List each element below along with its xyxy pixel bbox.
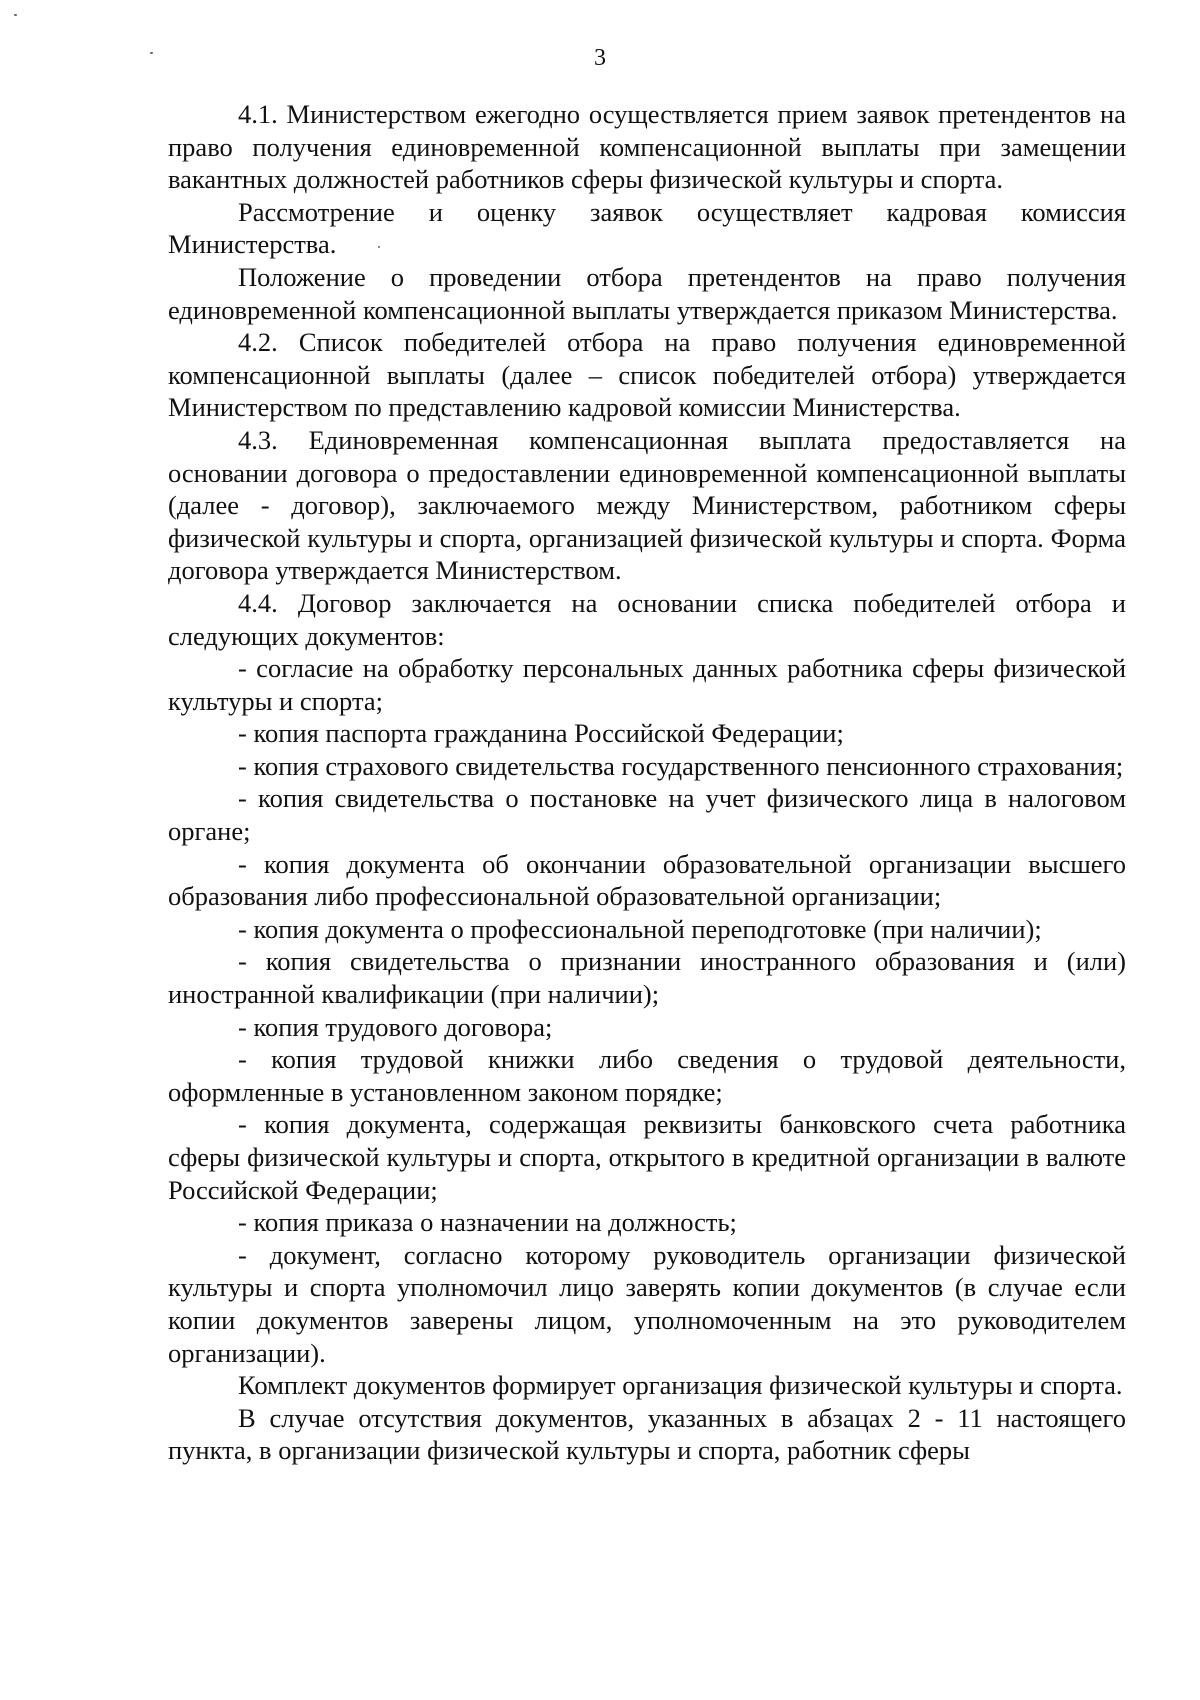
- paragraph-4-1: 4.1. Министерством ежегодно осуществляется прием заявок претендентов на право получения единовременной компенсационной выплаты при замещении вакантных должностей работников сферы физической культуры и спорта.: [168, 99, 1126, 195]
- list-item: - согласие на обработку персональных данных работника сферы физической культуры и спорта;: [168, 653, 1126, 716]
- paragraph-missing-documents: В случае отсутствия документов, указанных в абзацах 2 - 11 настоящего пункта, в организации физической культуры и спорта, работник сферы: [168, 1402, 1126, 1466]
- list-item: - копия свидетельства о постановке на учет физического лица в налоговом органе;: [168, 783, 1126, 847]
- document-body: [168, 98, 1126, 1467]
- list-item: - копия паспорта гражданина Российской Федерации;: [238, 718, 844, 749]
- list-item: - копия документа об окончании образовательной организации высшего образования либо профессиональной образовательной организации;: [168, 848, 1126, 912]
- scan-speck: [14, 14, 17, 16]
- list-item: - копия страхового свидетельства государственного пенсионного страхования;: [238, 750, 1124, 781]
- paragraph-4-3: 4.3. Единовременная компенсационная выплата предоставляется на основании договора о предоставлении единовременной компенсационной выплаты (далее - договор), заключаемого между Министерством, работником сферы физической культуры и спорта, организацией физической культуры и спорта. Форма договора утверждается Министерством.: [168, 424, 1126, 586]
- scan-speck: [150, 52, 153, 54]
- list-item: - документ, согласно которому руководитель организации физической культуры и спорта уполномочил лицо заверять копии документов (в случае если копии документов заверены лицом, уполномоченным на это руководителем организации).: [168, 1239, 1126, 1368]
- paragraph-4-2: 4.2. Список победителей отбора на право получения единовременной компенсационной выплаты (далее – список победителей отбора) утверждается Министерством по представлению кадровой комиссии Министерства.: [168, 327, 1126, 423]
- list-item: - копия приказа о назначении на должность;: [238, 1207, 737, 1238]
- list-item: - копия трудового договора;: [238, 1011, 553, 1042]
- paragraph-review: Рассмотрение и оценку заявок осуществляет кадровая комиссия Министерства.: [168, 196, 1126, 260]
- paragraph-4-4: 4.4. Договор заключается на основании списка победителей отбора и следующих документов:: [168, 587, 1126, 651]
- paragraph-regulation: Положение о проведении отбора претендентов на право получения единовременной компенсационной выплаты утверждается приказом Министерства.: [168, 261, 1126, 325]
- list-item: - копия документа, содержащая реквизиты банковского счета работника сферы физической культуры и спорта, открытого в кредитной организации в валюте Российской Федерации;: [168, 1109, 1126, 1205]
- paragraph-document-set: Комплект документов формирует организация физической культуры и спорта.: [238, 1370, 1123, 1401]
- page-number: 3: [594, 45, 606, 71]
- list-item: - копия свидетельства о признании иностранного образования и (или) иностранной квалификации (при наличии);: [168, 946, 1126, 1010]
- list-item: - копия трудовой книжки либо сведения о трудовой деятельности, оформленные в установленном законом порядке;: [168, 1044, 1126, 1107]
- list-item: - копия документа о профессиональной переподготовке (при наличии);: [238, 913, 1042, 944]
